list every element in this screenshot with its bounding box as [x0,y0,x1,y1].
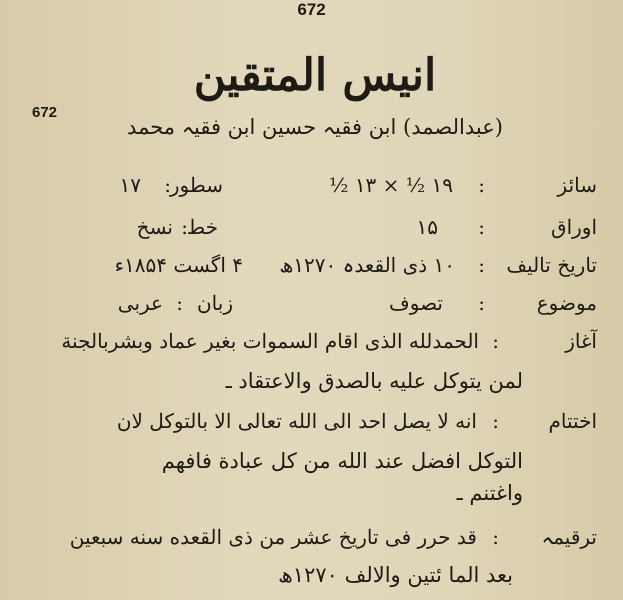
page-number: 672 [297,0,326,19]
ending-line-3: واغتنم ـ [456,481,523,505]
opening-line-2: لمن یتوکل علیه بالصدق والاعتقاد ـ [225,369,523,393]
colon: : [492,329,499,353]
ending-line-2: التوکل افضل عند الله من کل عبادة فافهم [161,449,523,473]
author-line: (عبدالصمد) ابن فقیہ حسین ابن فقیہ محمد [127,115,503,139]
size-label: سائز [557,173,597,197]
colon: : [181,215,188,239]
folios-value: ۱۵ [416,215,438,239]
colophon-line-2: بعد الما ئتین والالف ۱۲۷۰ھ [278,563,513,587]
margin-number: 672 [32,104,58,121]
colon: : [478,173,485,197]
date-value: ۱۰ ذی القعدہ ۱۲۷۰ھ [279,253,455,277]
colon: : [492,409,499,433]
script-label: خط [186,215,218,239]
colophon-label: ترقیمہ [541,525,597,549]
colon: : [164,173,171,197]
language-label: زبان [196,291,233,315]
language-value: عربی [117,291,163,315]
colon: : [176,291,183,315]
size-value: ۱۹ ½ × ۱۳ ½ [329,173,453,197]
lines-value: ۱۷ [119,173,141,197]
colon: : [478,291,485,315]
colon: : [478,215,485,239]
colophon-line-1: قد حرر فی تاریخ عشر من ذی القعده سنه سبعین [69,525,477,549]
ending-line-1: انه لا یصل احد الی الله تعالی الا بالتوکل لان [116,409,477,433]
script-value: نسخ [136,215,173,239]
folios-label: اوراق [551,215,597,239]
manuscript-title: انیس المتقین [193,50,437,101]
lines-label: سطور [169,173,223,197]
gregorian-date: ۴ اگست ۱۸۵۴ء [114,253,243,277]
opening-label: آغاز [565,329,597,353]
subject-label: موضوع [536,291,597,315]
ending-label: اختتام [548,409,597,433]
subject-value: تصوف [389,291,443,315]
date-label: تاریخ تالیف [506,253,597,277]
colon: : [478,253,485,277]
colon: : [492,525,499,549]
opening-line-1: الحمدلله الذی اقام السموات بغیر عماد وبشربالجنة [61,329,479,353]
